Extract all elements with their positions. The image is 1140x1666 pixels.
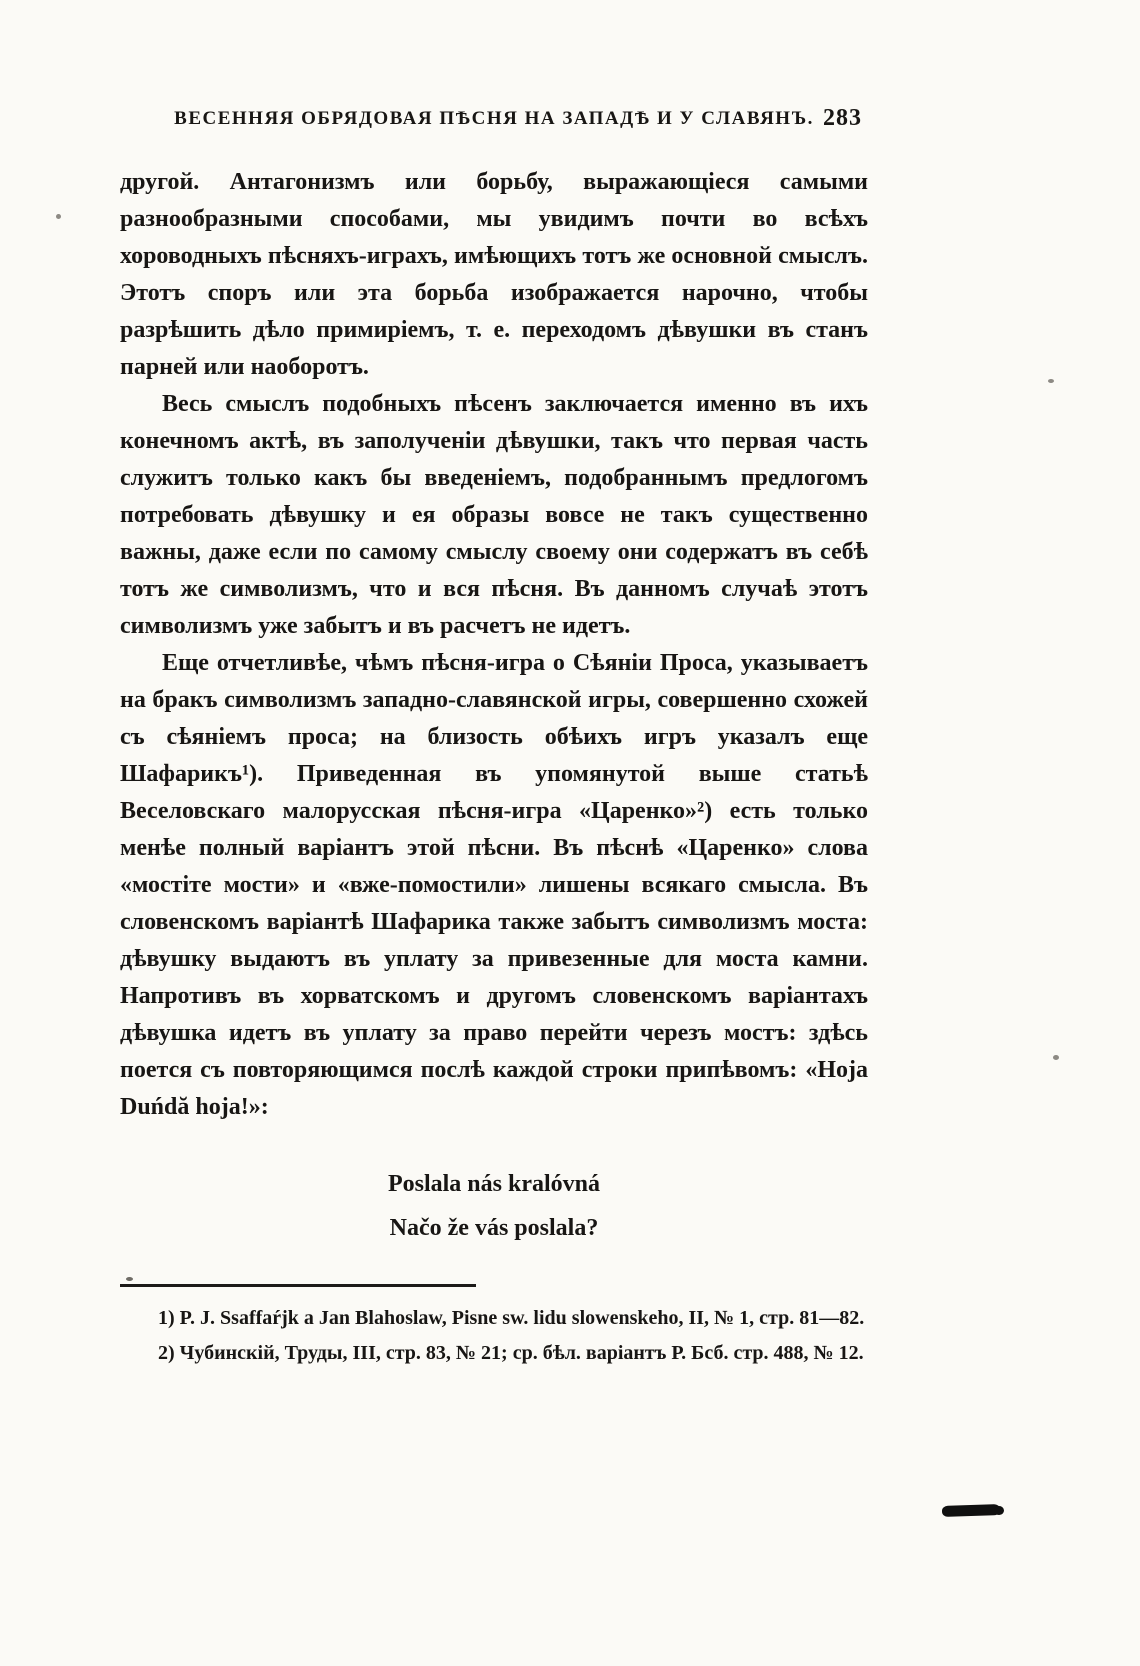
paper-speck: [1048, 379, 1054, 383]
page-number: 283: [823, 105, 862, 131]
running-header: [120, 105, 868, 131]
ink-mark: [942, 1504, 1000, 1517]
paragraph-2: Весь смыслъ подобныхъ пѣсенъ заключается именно въ ихъ конечномъ актѣ, въ заполученіи дѣвушки, такъ что первая часть служитъ только какъ бы введеніемъ, подобраннымъ предлогомъ потребовать дѣвушку и ея образы вовсе не такъ существенно важны, даже если по самому смыслу своему они содержатъ въ себѣ тотъ же символизмъ, что и вся пѣсня. Въ данномъ случаѣ этотъ символизмъ уже забытъ и въ расчетъ не идетъ.: [120, 391, 868, 639]
running-header-title: ВЕСЕННЯЯ ОБРЯДОВАЯ ПѢСНЯ НА ЗАПАДѢ И У СЛАВЯНЪ.: [174, 108, 814, 129]
paper-speck: [56, 214, 61, 219]
footnote-1: 1) P. J. Ssaffaŕjk a Jan Blahoslaw, Pisne sw. lidu slowenskeho, II, № 1, стр. 81—82.: [158, 1307, 865, 1329]
paragraph-3: Еще отчетливѣе, чѣмъ пѣсня-игра о Сѣяніи Проса, указываетъ на бракъ символизмъ западно-славянской игры, совершенно схожей съ сѣяніемъ проса; на близость обѣихъ игръ указалъ еще Шафарикъ¹). Приведенная въ упомянутой выше статьѣ Веселовскаго малорусская пѣсня-игра «Царенко»²) есть только менѣе полный варіантъ этой пѣсни. Въ пѣснѣ «Царенко» слова «мостіте мости» и «вже-помостили» лишены всякаго смысла. Въ словенскомъ варіантѣ Шафарика также забытъ символизмъ моста: дѣвушку выдаютъ въ уплату за привезенные для моста камни. Напротивъ въ хорватскомъ и другомъ словенскомъ варіантахъ дѣвушка идетъ въ уплату за право перейти черезъ мостъ: здѣсь поется съ повторяющимся послѣ каждой строки припѣвомъ: «Hoja Duńdă hoja!»:: [120, 650, 868, 1120]
text-column: [120, 105, 868, 1373]
footnote-2: 2) Чубинскій, Труды, III, стр. 83, № 21; ср. бѣл. варіантъ Р. Бсб. стр. 488, № 12.: [158, 1342, 864, 1364]
verse-block: [120, 1162, 868, 1250]
verse-line-2: Načo že vás poslala?: [389, 1215, 599, 1241]
verse-line-1: Poslala nás kralóvná: [387, 1171, 601, 1197]
paragraph-1: другой. Антагонизмъ или борьбу, выражающіеся самыми разнообразными способами, мы увидимъ почти во всѣхъ хороводныхъ пѣсняхъ-играхъ, имѣющихъ тотъ же основной смыслъ. Этотъ споръ или эта борьба изображается нарочно, чтобы разрѣшить дѣло примиріемъ, т. е. переходомъ дѣвушки въ станъ парней или наоборотъ.: [120, 169, 868, 380]
paper-speck: [1053, 1055, 1059, 1060]
footnote-divider: [120, 1284, 476, 1287]
paper-speck: [126, 1277, 133, 1281]
